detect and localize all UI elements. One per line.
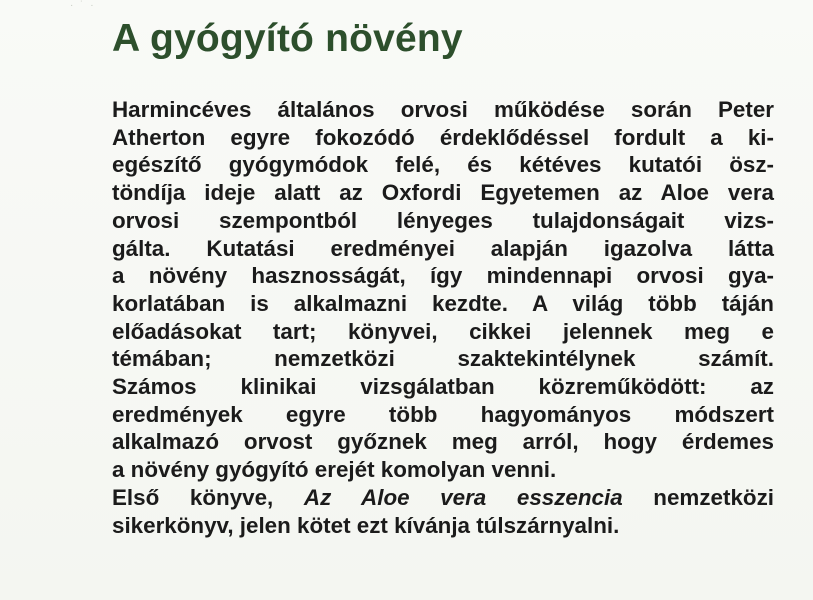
text-line: gálta. Kutatási eredményei alapján igazolva látta [112, 235, 774, 261]
text-line: sikerkönyv, jelen kötet ezt kívánja túlszárnyalni. [112, 512, 620, 538]
text-fragment: Első könyve, [112, 484, 304, 510]
text-line: témában; nemzetközi szaktekintélynek számít. [112, 346, 774, 372]
text-line: korlatában is alkalmazni kezdte. A világ több táján [112, 290, 774, 316]
text-fragment: nemzetközi [622, 484, 774, 510]
text-line: Harmincéves általános orvosi működése során Peter [112, 97, 774, 122]
author-bio-text [112, 96, 774, 539]
page-title: A gyógyító növény [112, 17, 463, 60]
text-line-with-book-title [112, 484, 774, 512]
paper-speck: · ˙ · [70, 0, 96, 11]
book-title: Az Aloe vera esszencia [303, 484, 623, 510]
text-line: előadásokat tart; könyvei, cikkei jelennek meg e [112, 318, 774, 344]
text-line: egészítő gyógymódok felé, és kétéves kutatói ösz- [112, 152, 774, 178]
text-line: orvosi szempontból lényeges tulajdonságait vizs- [112, 207, 774, 233]
text-line: Atherton egyre fokozódó érdeklődéssel fordult a ki- [112, 124, 774, 150]
text-line: alkalmazó orvost győznek meg arról, hogy érdemes [112, 429, 774, 455]
text-line: Számos klinikai vizsgálatban közreműködött: az [112, 374, 774, 400]
text-line: eredmények egyre több hagyományos módszert [112, 401, 774, 427]
text-line: töndíja ideje alatt az Oxfordi Egyetemen az Aloe vera [112, 180, 774, 206]
text-line: a növény gyógyító erejét komolyan venni. [112, 457, 557, 483]
text-line: a növény hasznosságát, így mindennapi orvosi gya- [112, 263, 774, 289]
